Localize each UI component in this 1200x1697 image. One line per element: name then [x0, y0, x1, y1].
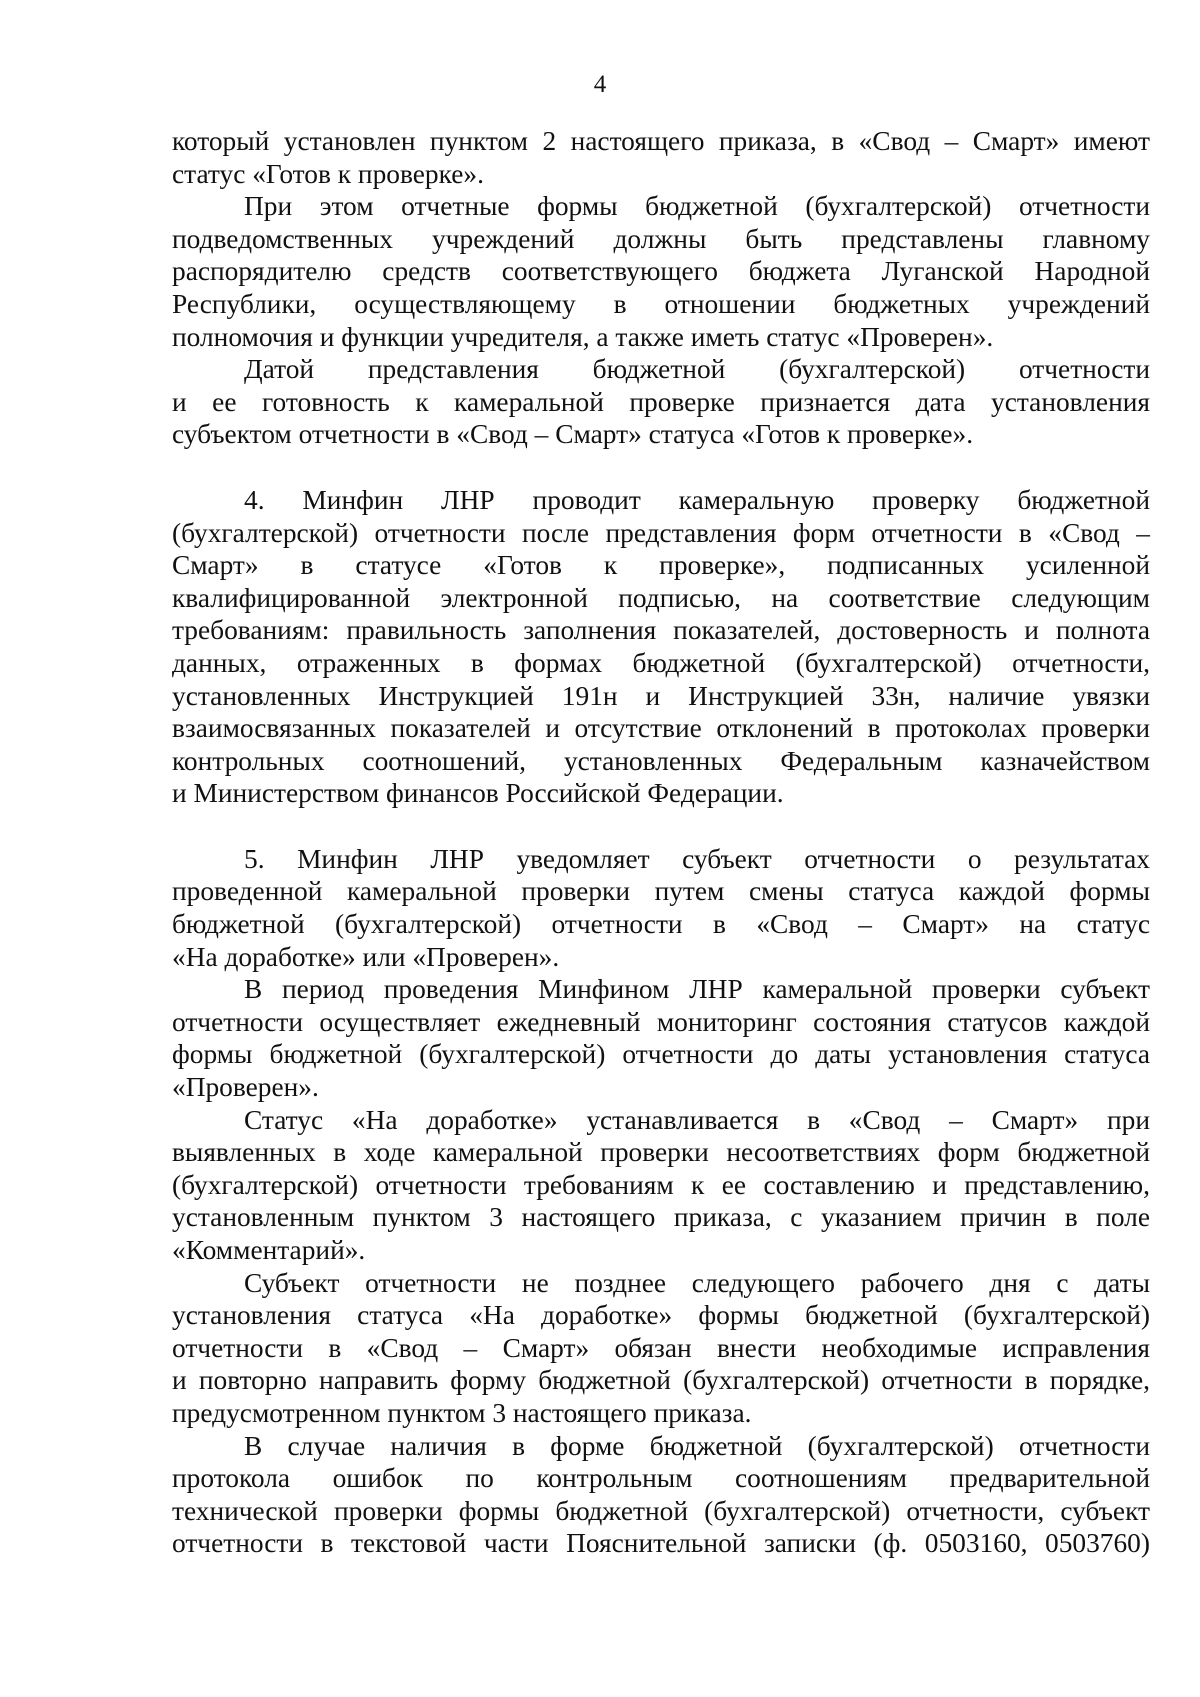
- text-line: выявленных в ходе камеральной проверки несоответствиях форм бюджетной: [172, 1137, 1150, 1168]
- text-line: (бухгалтерской) отчетности после представления форм отчетности в «Свод –: [172, 517, 1150, 548]
- text-line: Датой представления бюджетной (бухгалтерской) отчетности: [244, 354, 1150, 385]
- text-line: контрольных соотношений, установленных Федеральным казначейством: [172, 745, 1150, 776]
- text-line: отчетности осуществляет ежедневный мониторинг состояния статусов каждой: [172, 1006, 1150, 1037]
- text-line: формы бюджетной (бухгалтерской) отчетности до даты установления статуса: [172, 1039, 1150, 1070]
- text-line-row: [172, 875, 1150, 908]
- item-4-desk-audit: [172, 484, 1150, 517]
- text-line-row: [172, 549, 1150, 582]
- text-line: В период проведения Минфином ЛНР камеральной проверки субъект: [244, 974, 1150, 1005]
- paragraph-gap: [172, 810, 1150, 843]
- text-line-row: [172, 614, 1150, 647]
- text-line-row: [172, 1495, 1150, 1528]
- text-line-row: [172, 647, 1150, 680]
- text-line: бюджетной (бухгалтерской) отчетности в «Свод – Смарт» на статус: [172, 909, 1150, 940]
- document-body: [172, 125, 1150, 1560]
- text-line-row: [172, 255, 1150, 288]
- text-line: Субъект отчетности не позднее следующего рабочего дня с даты: [244, 1267, 1150, 1298]
- text-line-row: [172, 321, 1150, 354]
- text-line: данных, отраженных в формах бюджетной (бухгалтерской) отчетности,: [172, 647, 1150, 678]
- text-line: статус «Готов к проверке».: [172, 158, 484, 189]
- text-line: 5. Минфин ЛНР уведомляет субъект отчетности о результатах: [244, 843, 1150, 874]
- text-line: Смарт» в статусе «Готов к проверке», подписанных усиленной: [172, 550, 1150, 581]
- text-line: В случае наличия в форме бюджетной (бухгалтерской) отчетности: [244, 1430, 1150, 1461]
- text-line: субъектом отчетности в «Свод – Смарт» статуса «Готов к проверке».: [172, 419, 974, 450]
- text-line-row: [172, 1462, 1150, 1495]
- text-line: «Комментарий».: [172, 1235, 366, 1265]
- text-line: предусмотренном пунктом 3 настоящего приказа.: [172, 1397, 752, 1428]
- text-line: установления статуса «На доработке» формы бюджетной (бухгалтерской): [172, 1300, 1150, 1331]
- text-line-row: [172, 1201, 1150, 1234]
- text-line-row: [172, 1527, 1150, 1560]
- text-line-row: [172, 908, 1150, 941]
- page-number: 4: [593, 71, 607, 98]
- text-line: и Министерством финансов Российской Федерации.: [172, 778, 784, 809]
- text-line: технической проверки формы бюджетной (бухгалтерской) отчетности, субъект: [172, 1495, 1150, 1526]
- text-line: квалифицированной электронной подписью, на соответствие следующим: [172, 582, 1150, 613]
- text-line-row: [172, 941, 1150, 974]
- text-line: «На доработке» или «Проверен».: [172, 941, 560, 972]
- text-line: требованиям: правильность заполнения показателей, достоверность и полнота: [172, 615, 1150, 646]
- item-5-notification: [172, 843, 1150, 876]
- text-line-row: [172, 1169, 1150, 1202]
- text-line-row: [172, 1332, 1150, 1365]
- text-line-row: [172, 386, 1150, 419]
- paragraph-revision-status: [172, 1104, 1150, 1137]
- text-line: При этом отчетные формы бюджетной (бухгалтерской) отчетности: [244, 191, 1150, 222]
- paragraph-corrections-deadline: [172, 1267, 1150, 1300]
- text-line: Республики, осуществляющему в отношении бюджетных учреждений: [172, 288, 1150, 319]
- paragraph-continuation: [172, 125, 1150, 158]
- text-line: и повторно направить форму бюджетной (бухгалтерской) отчетности в порядке,: [172, 1365, 1150, 1396]
- text-line-row: [172, 1234, 1150, 1267]
- text-line: протокола ошибок по контрольным соотношениям предварительной: [172, 1463, 1150, 1494]
- text-line-row: [172, 1397, 1150, 1430]
- paragraph-monitoring: [172, 973, 1150, 1006]
- text-line-row: [172, 223, 1150, 256]
- text-line: Статус «На доработке» устанавливается в «Свод – Смарт» при: [244, 1104, 1150, 1135]
- text-line-row: [172, 1071, 1150, 1104]
- text-line: который установлен пунктом 2 настоящего приказа, в «Свод – Смарт» имеют: [172, 126, 1150, 156]
- paragraph-error-protocol: [172, 1430, 1150, 1463]
- text-line-row: [172, 745, 1150, 778]
- text-line-row: [172, 517, 1150, 550]
- text-line: установленным пунктом 3 настоящего приказа, с указанием причин в поле: [172, 1202, 1150, 1233]
- text-line: (бухгалтерской) отчетности требованиям к ее составлению и представлению,: [172, 1169, 1150, 1200]
- text-line: отчетности в текстовой части Пояснительной записки (ф. 0503160, 0503760): [172, 1528, 1150, 1559]
- text-line-row: [172, 777, 1150, 810]
- text-line: установленных Инструкцией 191н и Инструкцией 33н, наличие увязки: [172, 680, 1150, 711]
- text-line: подведомственных учреждений должны быть представлены главному: [172, 223, 1150, 254]
- text-line: полномочия и функции учредителя, а также иметь статус «Проверен».: [172, 321, 994, 352]
- text-line-row: [172, 1364, 1150, 1397]
- text-line-row: [172, 1006, 1150, 1039]
- text-line-row: [172, 288, 1150, 321]
- text-line-row: [172, 1136, 1150, 1169]
- text-line: распорядителю средств соответствующего бюджета Луганской Народной: [172, 256, 1150, 287]
- text-line: отчетности в «Свод – Смарт» обязан внести необходимые исправления: [172, 1332, 1150, 1363]
- text-line-row: [172, 1038, 1150, 1071]
- paragraph-continuation-end: [172, 158, 1150, 191]
- text-line-row: [172, 418, 1150, 451]
- text-line-row: [172, 582, 1150, 615]
- text-line: проведенной камеральной проверки путем смены статуса каждой формы: [172, 876, 1150, 907]
- paragraph-gap: [172, 451, 1150, 484]
- paragraph-submission-date: [172, 353, 1150, 386]
- text-line-row: [172, 680, 1150, 713]
- text-line: 4. Минфин ЛНР проводит камеральную проверку бюджетной: [244, 484, 1150, 515]
- text-line: и ее готовность к камеральной проверке признается дата установления: [172, 386, 1150, 417]
- text-line-row: [172, 1299, 1150, 1332]
- text-line-row: [172, 712, 1150, 745]
- paragraph-subordinate-institutions: [172, 190, 1150, 223]
- text-line: взаимосвязанных показателей и отсутствие отклонений в протоколах проверки: [172, 713, 1150, 744]
- text-line: «Проверен».: [172, 1072, 319, 1103]
